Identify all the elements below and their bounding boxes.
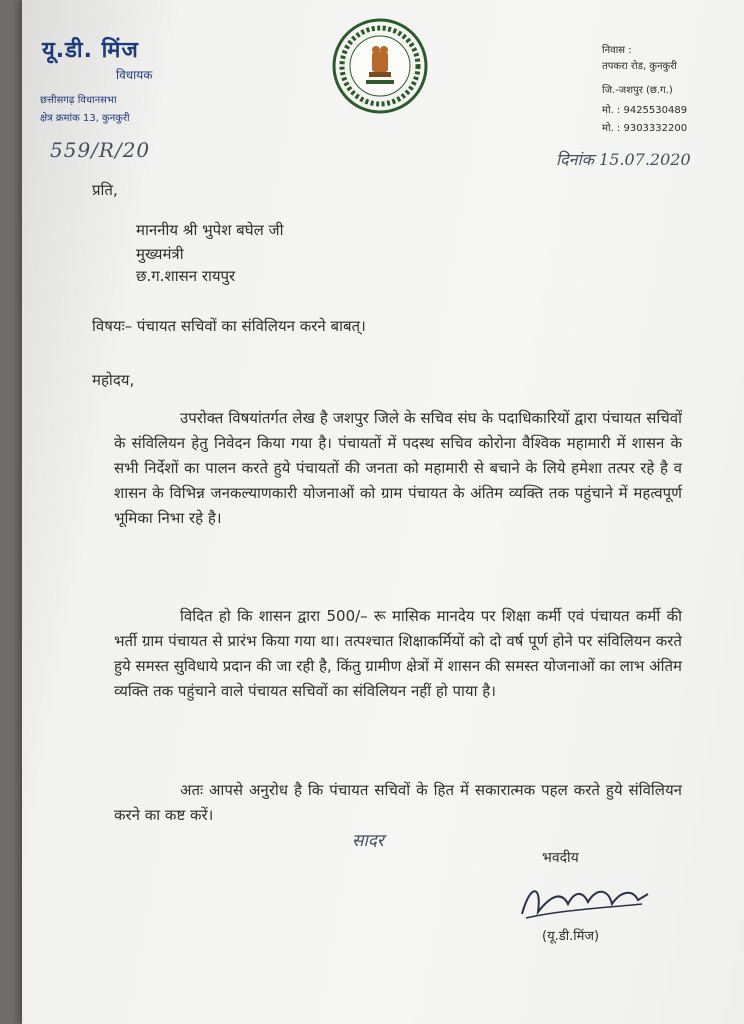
letter-page — [22, 0, 744, 1024]
body-paragraph-2: विदित हो कि शासन द्वारा 500/– रू मासिक मानदेय पर शिक्षा कर्मी एवं पंचायत कर्मी की भर्ती ग्राम पंचायत से प्रारंभ किया गया था। तत्पश्चात शिक्षाकर्मियों को दो वर्ष पूर्ण होने पर संविलियन करते हुये समस्त सुविधाये प्रदान की जा रही है, किंतु ग्रामीण क्षेत्रों में शासन की समस्त योजनाओं का लाभ अंतिम व्यक्ति तक पहुंचाने वाले पंचायत सचिवों का संविलियन नहीं हो पाया है। — [114, 607, 682, 700]
recipient-title: मुख्यमंत्री — [136, 245, 184, 263]
signatory-name: (यू.डी.मिंज) — [542, 929, 600, 944]
body-paragraph-1: उपरोक्त विषयांतर्गत लेख है जशपुर जिले के सचिव संघ के पदाधिकारियों द्वारा पंचायत सचिवों के संविलियन हेतु निवेदन किया गया है। पंचायतों में पदस्थ सचिव कोरोना वैश्विक महामारी में शासन के सभी निर्देशों का पालन करते हुये पंचायतों की जनता को महामारी से बचाने के लिये हमेशा तत्पर रहे है व शासन के विभिन्न जनकल्याणकारी योजनाओं को ग्राम पंचायत के अंतिम व्यक्ति तक पहुंचाने में महत्वपूर्ण भूमिका निभा रहे है। — [114, 409, 682, 527]
handwritten-note: सादर — [352, 831, 384, 851]
mobile-number-2: मो. : 9303332200 — [602, 123, 688, 134]
residence-address-line2: जि.-जशपुर (छ.ग.) — [602, 85, 673, 96]
mobile-number-1: मो. : 9425530489 — [602, 105, 688, 116]
closing-remark: भवदीय — [542, 850, 579, 866]
chhattisgarh-emblem-icon — [332, 18, 428, 114]
letter-subject: विषयः– पंचायत सचिवों का संविलियन करने बाबत्। — [92, 317, 366, 335]
mla-designation: विधायक — [116, 68, 153, 82]
recipient-name: माननीय श्री भुपेश बघेल जी — [136, 221, 284, 239]
signature-icon — [512, 874, 662, 934]
salutation: महोदय, — [92, 371, 135, 389]
letter-date: दिनांक 15.07.2020 — [556, 150, 691, 169]
recipient-office: छ.ग.शासन रायपुर — [136, 267, 236, 285]
recipient-prefix: प्रति, — [92, 181, 118, 199]
residence-label: निवास : — [602, 45, 632, 56]
body-paragraph-3: अतः आपसे अनुरोध है कि पंचायत सचिवों के हित में सकारात्मक पहल करते हुये संविलियन करने का कष्ट करें। — [114, 781, 682, 824]
constituency: क्षेत्र क्रमांक 13, कुनकुरी — [40, 113, 130, 124]
mla-name: यू.डी. मिंज — [42, 38, 139, 63]
residence-address-line1: तपकरा रोड, कुनकुरी — [602, 61, 677, 72]
reference-number: 559/R/20 — [50, 138, 151, 162]
assembly-name: छत्तीसगढ़ विधानसभा — [40, 95, 117, 106]
